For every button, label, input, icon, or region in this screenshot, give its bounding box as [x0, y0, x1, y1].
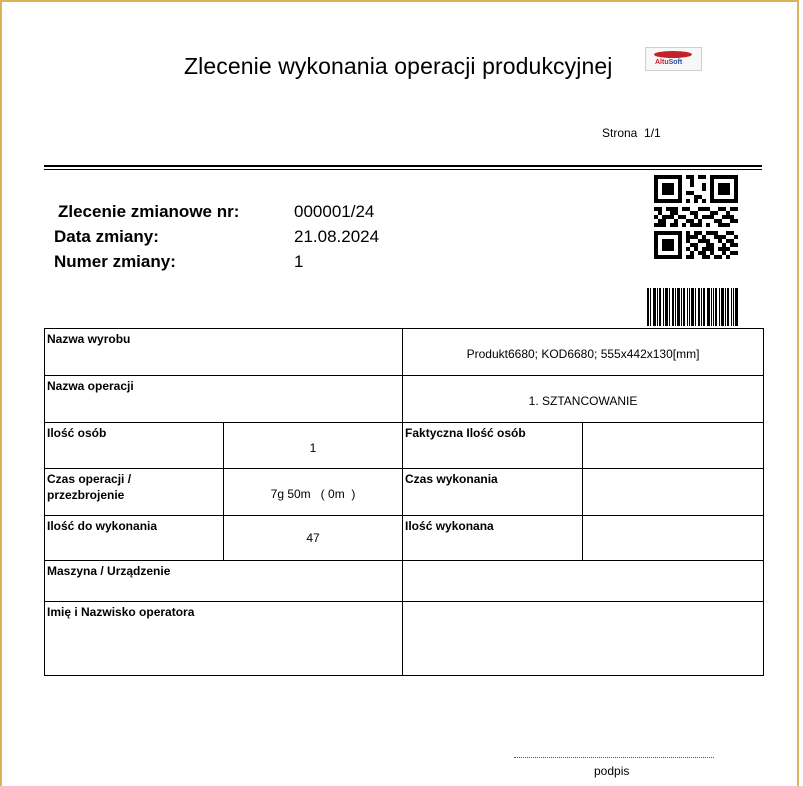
- actual-people-label: Faktyczna Ilość osób: [405, 426, 526, 440]
- page-number: Strona 1/1: [602, 126, 661, 140]
- product-name-value: Produkt6680; KOD6680; 555x442x130[mm]: [466, 347, 700, 361]
- actual-people-label-cell: [403, 423, 583, 469]
- actual-people-value: [583, 423, 763, 440]
- order-number-label: Zlecenie zmianowe nr:: [58, 202, 240, 221]
- quantity-done-value-cell: [583, 516, 764, 561]
- quantity-todo-label: Ilość do wykonania: [47, 519, 158, 533]
- people-count-label: Ilość osób: [47, 426, 107, 440]
- operation-name-label: Nazwa operacji: [47, 379, 134, 393]
- operation-time-value: 7g 50m ( 0m ): [270, 487, 356, 501]
- operation-name-label-cell: [45, 376, 403, 423]
- execution-time-value-cell: [583, 469, 764, 516]
- shift-number-label: Numer zmiany:: [54, 252, 176, 271]
- quantity-todo-value: 47: [306, 531, 320, 545]
- machine-label-cell: [45, 561, 403, 602]
- logo-word-right: Soft: [668, 59, 683, 66]
- machine-value-cell: [403, 561, 764, 602]
- shift-date-label: Data zmiany:: [54, 227, 159, 246]
- product-name-label: Nazwa wyrobu: [47, 332, 131, 346]
- operation-details-table: [44, 328, 764, 676]
- quantity-todo-value-cell: [224, 516, 403, 561]
- quantity-done-label-cell: [403, 516, 583, 561]
- execution-time-label-cell: [403, 469, 583, 516]
- order-number-value: 000001/24: [294, 202, 375, 221]
- company-logo: [645, 47, 702, 71]
- machine-label: Maszyna / Urządzenie: [47, 564, 171, 578]
- operation-time-label-line2: przezbrojenie: [47, 488, 125, 502]
- logo-swoosh-icon: [654, 51, 692, 58]
- shift-date-value: 21.08.2024: [294, 227, 380, 246]
- product-name-value-cell: [403, 329, 764, 376]
- quantity-done-value: [583, 516, 763, 530]
- product-name-label-cell: [45, 329, 403, 376]
- qr-code-icon: [654, 175, 738, 259]
- logo-word-left: Altu: [655, 59, 669, 66]
- operation-time-label-line1: Czas operacji /: [47, 472, 132, 486]
- people-count-value-cell: [224, 423, 403, 469]
- operation-name-value: 1. SZTANCOWANIE: [528, 394, 638, 408]
- operator-name-label-cell: [45, 602, 403, 676]
- operator-name-label: Imię i Nazwisko operatora: [47, 605, 195, 619]
- quantity-done-label: Ilość wykonana: [405, 519, 494, 533]
- header-rule-thick: [44, 165, 762, 167]
- signature-line: [514, 757, 714, 758]
- operation-name-value-cell: [403, 376, 764, 423]
- header-rule-thin: [44, 169, 762, 170]
- signature-label: podpis: [594, 764, 630, 778]
- document-title: Zlecenie wykonania operacji produkcyjnej: [184, 53, 613, 79]
- execution-time-label: Czas wykonania: [405, 472, 498, 486]
- operation-time-value-cell: [224, 469, 403, 516]
- operation-time-label-cell: [45, 469, 224, 516]
- operator-name-value-cell: [403, 602, 764, 676]
- people-count-value: 1: [309, 441, 317, 455]
- people-count-label-cell: [45, 423, 224, 469]
- barcode-icon: [647, 288, 738, 326]
- actual-people-value-cell: [583, 423, 764, 469]
- quantity-todo-label-cell: [45, 516, 224, 561]
- shift-number-value: 1: [294, 252, 304, 271]
- execution-time-value: [583, 469, 763, 486]
- logo-text: [655, 59, 682, 66]
